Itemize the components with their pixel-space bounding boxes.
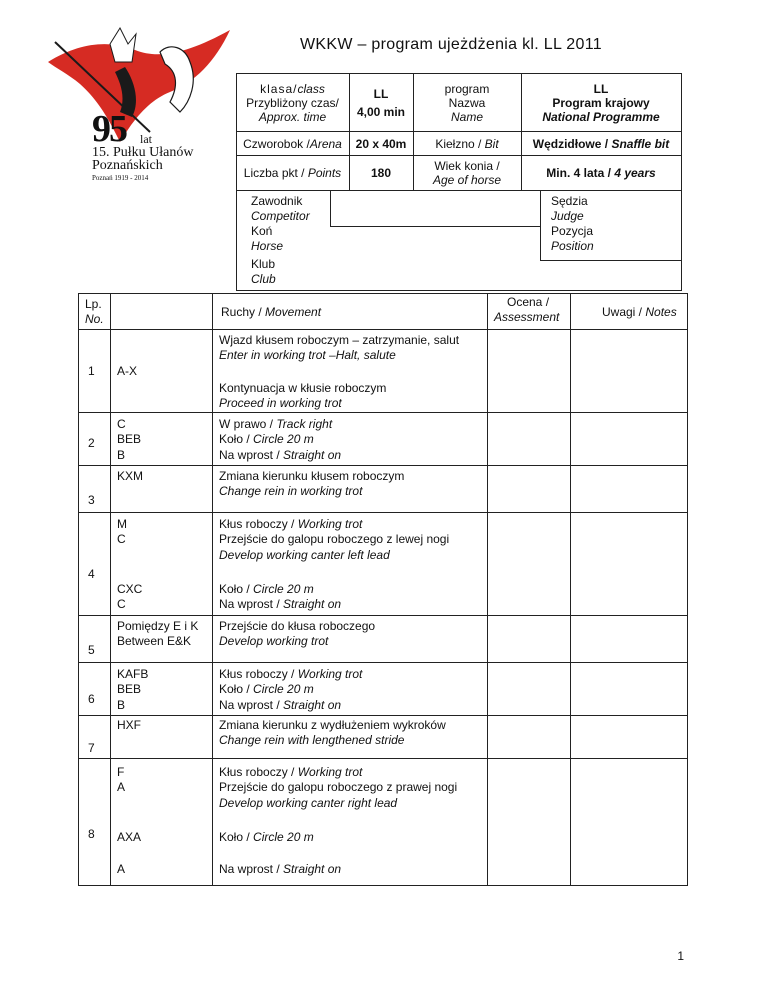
arena-label: Czworobok /Arena xyxy=(243,136,342,151)
document-title: WKKW – program ujeżdżenia kl. LL 2011 xyxy=(300,36,602,53)
movement-text: Koło / Circle 20 m xyxy=(219,830,314,844)
movement-text: Na wprost / Straight on xyxy=(219,448,342,462)
row-marker: F xyxy=(117,765,125,779)
row-marker: BEB xyxy=(117,432,142,446)
logo-number: 95 xyxy=(92,108,126,150)
logo-dates: Poznań 1919 - 2014 xyxy=(92,174,149,182)
movement-text: Koło / Circle 20 m xyxy=(219,432,314,446)
row-marker: KAFB xyxy=(117,667,149,681)
arena-value: 20 x 40m xyxy=(355,136,407,151)
position-label: Pozycja xyxy=(551,224,594,238)
class-time-label: klasa/class Przybliżony czas/ Approx. time xyxy=(246,81,339,124)
movement-text: W prawo / Track right xyxy=(219,417,333,431)
movement-text: Kłus roboczy / Working trot xyxy=(219,667,363,681)
row-marker: A xyxy=(117,780,126,794)
row-number: 3 xyxy=(88,493,95,507)
club-label: Klub xyxy=(251,257,276,271)
logo-line2: Poznańskich xyxy=(92,158,163,173)
row-number: 1 xyxy=(88,364,95,378)
row-marker: B xyxy=(117,448,126,462)
movement-text: Kłus roboczy / Working trot xyxy=(219,765,363,779)
header-no: Lp. xyxy=(85,297,102,311)
movement-text: Wjazd kłusem roboczym – zatrzymanie, salut xyxy=(219,333,460,347)
row-marker: AXA xyxy=(117,830,142,844)
row-marker: A-X xyxy=(117,364,138,378)
class-time-value: LL 4,00 min xyxy=(356,86,406,119)
movement-text: Na wprost / Straight on xyxy=(219,862,342,876)
row-number: 2 xyxy=(88,436,95,450)
movement-text: Zmiana kierunku kłusem roboczym xyxy=(219,469,405,483)
competitor-label-en: Competitor xyxy=(251,209,310,223)
judge-label-en: Judge xyxy=(551,209,584,223)
program-name-label: program Nazwa Name xyxy=(444,81,490,124)
row-marker: B xyxy=(117,698,126,712)
header-notes: Uwagi / Notes xyxy=(602,305,677,319)
movement-text: Przejście do kłusa roboczego xyxy=(219,619,376,633)
bit-value: Wędzidłowe / Snaffle bit xyxy=(532,136,670,151)
movement-text-en: Proceed in working trot xyxy=(219,396,342,410)
horse-label-en: Horse xyxy=(251,239,284,253)
header-assessment-en: Assessment xyxy=(494,310,560,324)
age-label: Wiek konia / Age of horse xyxy=(432,159,502,187)
points-value: 180 xyxy=(370,166,392,180)
points-label: Liczba pkt / Points xyxy=(243,166,342,180)
row-marker: KXM xyxy=(117,469,144,483)
movement-text: Zmiana kierunku z wydłużeniem wykroków xyxy=(219,718,446,732)
movement-text: Koło / Circle 20 m xyxy=(219,582,314,596)
position-label-en: Position xyxy=(551,239,594,253)
movement-text: Na wprost / Straight on xyxy=(219,698,342,712)
row-marker: A xyxy=(117,862,126,876)
row-marker: C xyxy=(117,597,126,611)
bit-label: Kiełzno / Bit xyxy=(435,136,499,151)
header-assessment: Ocena / xyxy=(507,295,550,309)
row-marker: C xyxy=(117,532,126,546)
movement-text-en: Develop working canter left lead xyxy=(219,548,390,562)
row-marker: Pomiędzy E i K xyxy=(117,619,199,633)
header-no-en: No. xyxy=(85,312,104,326)
movement-text-en: Develop working trot xyxy=(219,634,329,648)
row-number: 6 xyxy=(88,692,95,706)
program-value: LL Program krajowy National Programme xyxy=(542,81,660,124)
movement-text-en: Develop working canter right lead xyxy=(219,796,398,810)
movement-text: Koło / Circle 20 m xyxy=(219,682,314,696)
movement-text: Na wprost / Straight on xyxy=(219,597,342,611)
logo-line1: 15. Pułku Ułanów xyxy=(92,145,194,160)
row-number: 4 xyxy=(88,567,95,581)
row-number: 5 xyxy=(88,643,95,657)
movement-text: Kłus roboczy / Working trot xyxy=(219,517,363,531)
row-marker: HXF xyxy=(117,718,141,732)
movement-text-en: Change rein in working trot xyxy=(219,484,363,498)
age-value: Min. 4 lata / 4 years xyxy=(546,166,656,180)
row-marker: M xyxy=(117,517,127,531)
row-number: 8 xyxy=(88,827,95,841)
regiment-logo xyxy=(40,22,240,187)
row-marker: CXC xyxy=(117,582,143,596)
row-number: 7 xyxy=(88,741,95,755)
movement-text-en: Change rein with lengthened stride xyxy=(219,733,405,747)
page-number: 1 xyxy=(677,949,684,963)
movement-text: Przejście do galopu roboczego z prawej nogi xyxy=(219,780,458,794)
row-marker: C xyxy=(117,417,126,431)
movement-text: Kontynuacja w kłusie roboczym xyxy=(219,381,387,395)
competitor-label: Zawodnik xyxy=(251,194,303,208)
movement-text-en: Enter in working trot –Halt, salute xyxy=(219,348,396,362)
club-label-en: Club xyxy=(251,272,276,286)
row-marker: Between E&K xyxy=(117,634,192,648)
header-movement: Ruchy / Movement xyxy=(221,305,322,319)
movement-text: Przejście do galopu roboczego z lewej nogi xyxy=(219,532,450,546)
row-marker: BEB xyxy=(117,682,142,696)
judge-label: Sędzia xyxy=(551,194,588,208)
horse-label: Koń xyxy=(251,224,273,238)
logo-lat: lat xyxy=(140,132,152,146)
